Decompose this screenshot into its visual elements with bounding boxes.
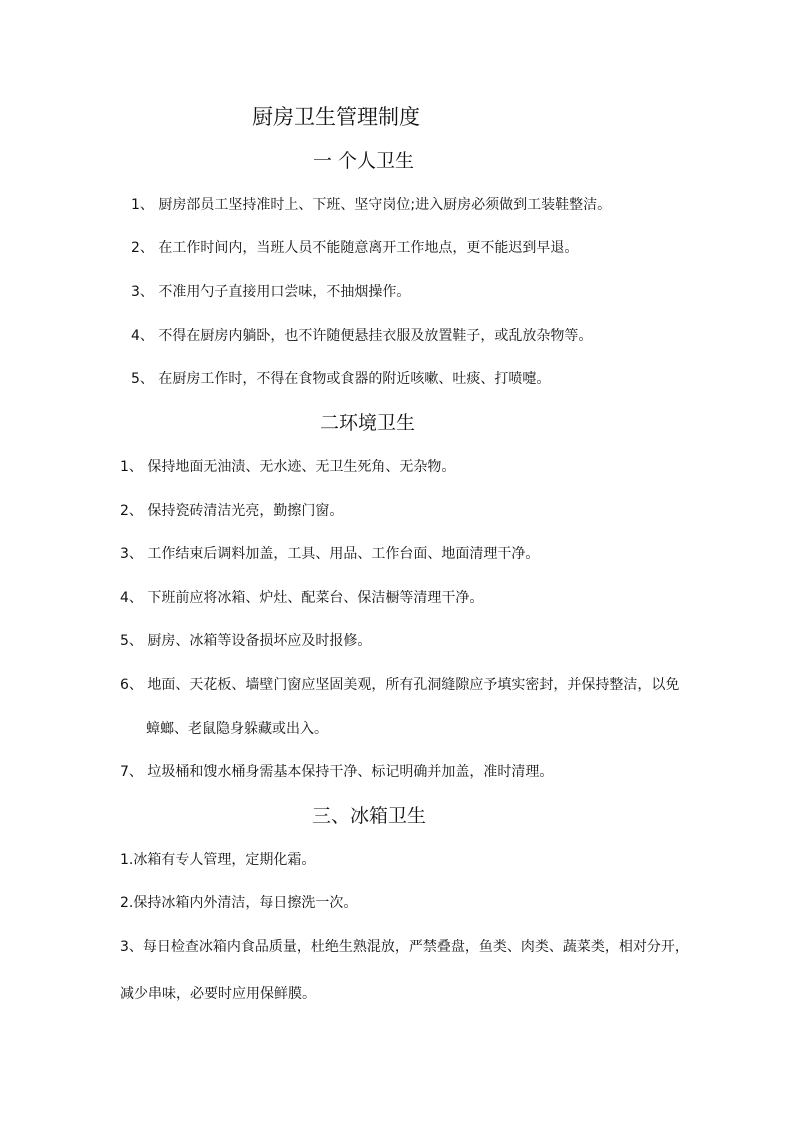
list-item: 2.保持冰箱内外清洁，每日擦洗一次。 <box>120 895 358 911</box>
list-item-continuation: 减少串味，必要时应用保鲜膜。 <box>120 986 316 1002</box>
list-item: 6、 地面、天花板、墙壁门窗应坚固美观，所有孔洞缝隙应予填实密封，并保持整洁，以免 <box>120 677 680 693</box>
list-item: 2、 保持瓷砖清洁光亮，勤擦门窗。 <box>120 503 344 519</box>
section-heading-environment-hygiene: 二环境卫生 <box>320 412 416 434</box>
list-item: 3、 不准用勺子直接用口尝味，不抽烟操作。 <box>131 284 411 300</box>
list-item: 1、 厨房部员工坚持准时上、下班、坚守岗位;进入厨房必须做到工装鞋整洁。 <box>131 197 612 213</box>
list-item: 2、 在工作时间内，当班人员不能随意离开工作地点，更不能迟到早退。 <box>131 240 579 256</box>
list-item: 3、每日检查冰箱内食品质量，杜绝生熟混放，严禁叠盘，鱼类、肉类、蔬菜类，相对分开， <box>120 939 689 955</box>
list-item: 5、 在厨房工作时，不得在食物或食器的附近咳嗽、吐痰、打喷嚏。 <box>131 371 551 387</box>
section-heading-personal-hygiene: 一 个人卫生 <box>313 150 415 172</box>
list-item: 4、 不得在厨房内躺卧，也不许随便悬挂衣服及放置鞋子，或乱放杂物等。 <box>131 328 593 344</box>
list-item: 4、 下班前应将冰箱、炉灶、配菜台、保洁橱等清理干净。 <box>120 590 484 606</box>
section-heading-fridge-hygiene: 三、冰箱卫生 <box>312 805 427 827</box>
list-item: 1.冰箱有专人管理，定期化霜。 <box>120 852 316 868</box>
list-item: 1、 保持地面无油渍、无水迹、无卫生死角、无杂物。 <box>120 459 456 475</box>
document-title: 厨房卫生管理制度 <box>252 105 420 129</box>
list-item: 7、 垃圾桶和馊水桶身需基本保持干净、标记明确并加盖，准时清理。 <box>120 764 554 780</box>
list-item: 3、 工作结束后调料加盖，工具、用品、工作台面、地面清理干净。 <box>120 546 540 562</box>
list-item: 5、 厨房、冰箱等设备损坏应及时报修。 <box>120 633 372 649</box>
list-item-continuation: 蟑螂、老鼠隐身躲藏或出入。 <box>146 721 328 737</box>
